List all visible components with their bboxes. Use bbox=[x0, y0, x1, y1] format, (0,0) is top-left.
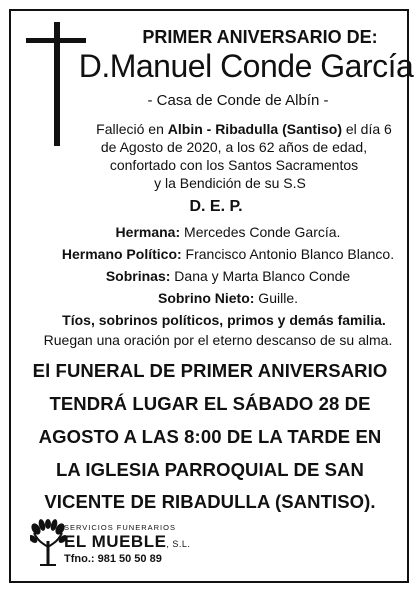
prayer-line: Ruegan una oración por el eterno descanso de su alma. bbox=[43, 332, 393, 348]
death-line-4: y la Bendición de su S.S bbox=[154, 175, 306, 191]
funeral-line-5: VICENTE DE RIBADULLA (SANTISO). bbox=[44, 491, 376, 512]
death-line-2: de Agosto de 2020, a los 62 años de edad, bbox=[100, 139, 368, 155]
deceased-name: D.Manuel Conde García bbox=[78, 48, 414, 84]
family-hermana: Hermana: Mercedes Conde García. bbox=[115, 224, 341, 240]
family-hermano-politico: Hermano Político: Francisco Antonio Blanco Blanco. bbox=[61, 246, 395, 262]
funeral-line-4: LA IGLESIA PARROQUIAL DE SAN bbox=[55, 459, 365, 480]
death-line-1: Falleció en Albin - Ribadulla (Santiso) el día 6 bbox=[96, 121, 392, 137]
dep: D. E. P. bbox=[189, 198, 243, 215]
death-line-3: confortado con los Santos Sacramentos bbox=[109, 157, 359, 173]
logo-name: EL MUEBLE, S.L. bbox=[64, 532, 191, 551]
logo-phone: Tfno.: 981 50 50 89 bbox=[64, 553, 162, 565]
tree-logo-icon bbox=[30, 519, 66, 572]
house-name: - Casa de Conde de Albín - bbox=[147, 92, 329, 109]
funeral-line-3: AGOSTO A LAS 8:00 DE LA TARDE EN bbox=[38, 426, 382, 447]
funeral-line-2: TENDRÁ LUGAR EL SÁBADO 28 DE bbox=[49, 393, 371, 414]
logo-subtitle: SERVICIOS FUNERARIOS bbox=[64, 523, 176, 532]
family-sobrino-nieto: Sobrino Nieto: Guille. bbox=[157, 290, 298, 306]
family-others: Tíos, sobrinos políticos, primos y demás familia. bbox=[62, 312, 386, 328]
anniversary-title: PRIMER ANIVERSARIO DE: bbox=[142, 27, 378, 47]
funeral-line-1: El FUNERAL DE PRIMER ANIVERSARIO bbox=[32, 360, 388, 381]
family-sobrinas: Sobrinas: Dana y Marta Blanco Conde bbox=[105, 268, 351, 284]
